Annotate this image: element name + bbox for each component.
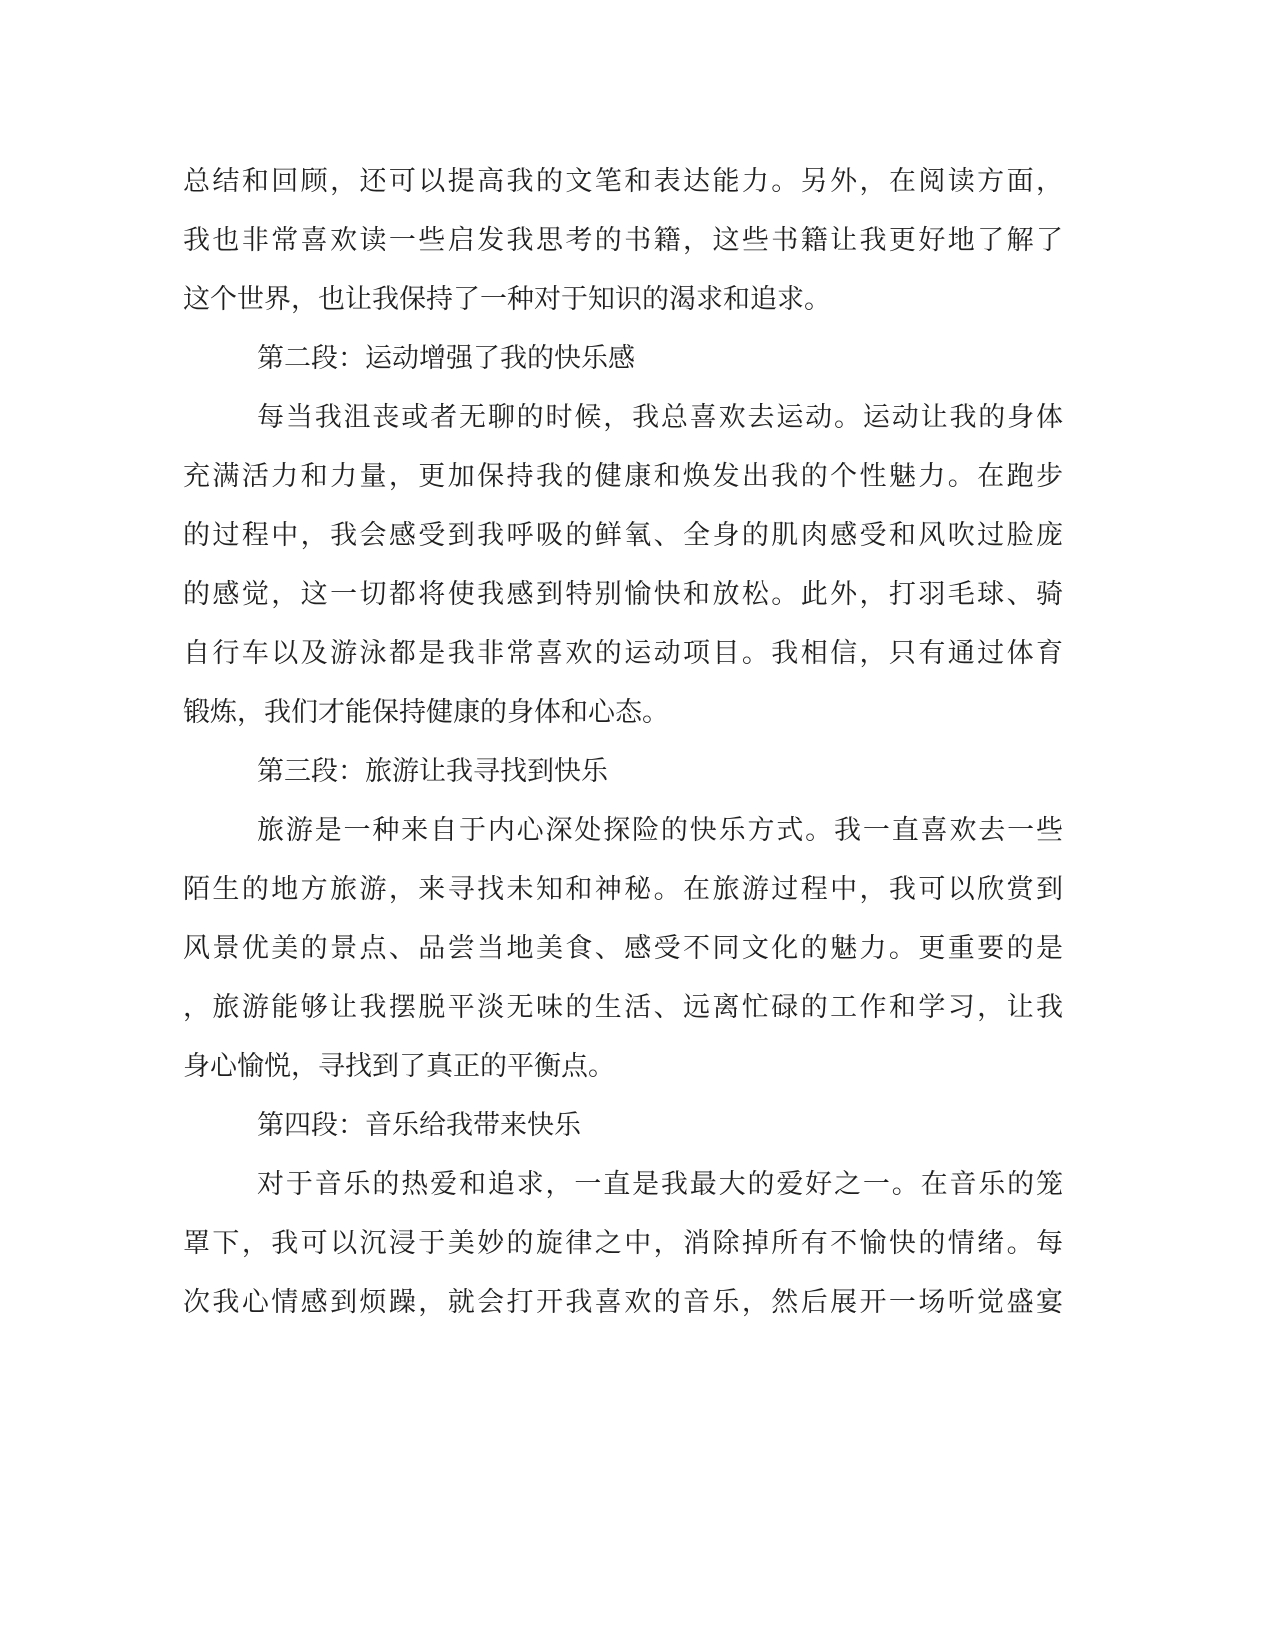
text-line: 我也非常喜欢读一些启发我思考的书籍，这些书籍让我更好地了解了 <box>183 225 1063 256</box>
section-heading-3: 第三段：旅游让我寻找到快乐 <box>257 756 608 787</box>
text-line: ，旅游能够让我摆脱平淡无味的生活、远离忙碌的工作和学习，让我 <box>183 992 1063 1023</box>
text-line: 锻炼，我们才能保持健康的身体和心态。 <box>183 697 669 728</box>
text-line: 风景优美的景点、品尝当地美食、感受不同文化的魅力。更重要的是 <box>183 933 1063 964</box>
text-line: 充满活力和力量，更加保持我的健康和焕发出我的个性魅力。在跑步 <box>183 461 1063 492</box>
text-line: 总结和回顾，还可以提高我的文笔和表达能力。另外，在阅读方面， <box>183 166 1063 197</box>
text-line: 旅游是一种来自于内心深处探险的快乐方式。我一直喜欢去一些 <box>257 815 1063 846</box>
text-line: 自行车以及游泳都是我非常喜欢的运动项目。我相信，只有通过体育 <box>183 638 1063 669</box>
section-heading-2: 第二段：运动增强了我的快乐感 <box>257 343 635 374</box>
text-line: 每当我沮丧或者无聊的时候，我总喜欢去运动。运动让我的身体 <box>257 402 1063 433</box>
text-line: 的过程中，我会感受到我呼吸的鲜氧、全身的肌肉感受和风吹过脸庞 <box>183 520 1063 551</box>
text-line: 罩下，我可以沉浸于美妙的旋律之中，消除掉所有不愉快的情绪。每 <box>183 1228 1063 1259</box>
text-line: 陌生的地方旅游，来寻找未知和神秘。在旅游过程中，我可以欣赏到 <box>183 874 1063 905</box>
text-line: 次我心情感到烦躁，就会打开我喜欢的音乐，然后展开一场听觉盛宴 <box>183 1287 1063 1318</box>
text-line: 身心愉悦，寻找到了真正的平衡点。 <box>183 1051 615 1082</box>
section-heading-4: 第四段：音乐给我带来快乐 <box>257 1110 581 1141</box>
text-line: 的感觉，这一切都将使我感到特别愉快和放松。此外，打羽毛球、骑 <box>183 579 1063 610</box>
text-line: 这个世界，也让我保持了一种对于知识的渴求和追求。 <box>183 284 831 315</box>
text-line: 对于音乐的热爱和追求，一直是我最大的爱好之一。在音乐的笼 <box>257 1169 1063 1200</box>
